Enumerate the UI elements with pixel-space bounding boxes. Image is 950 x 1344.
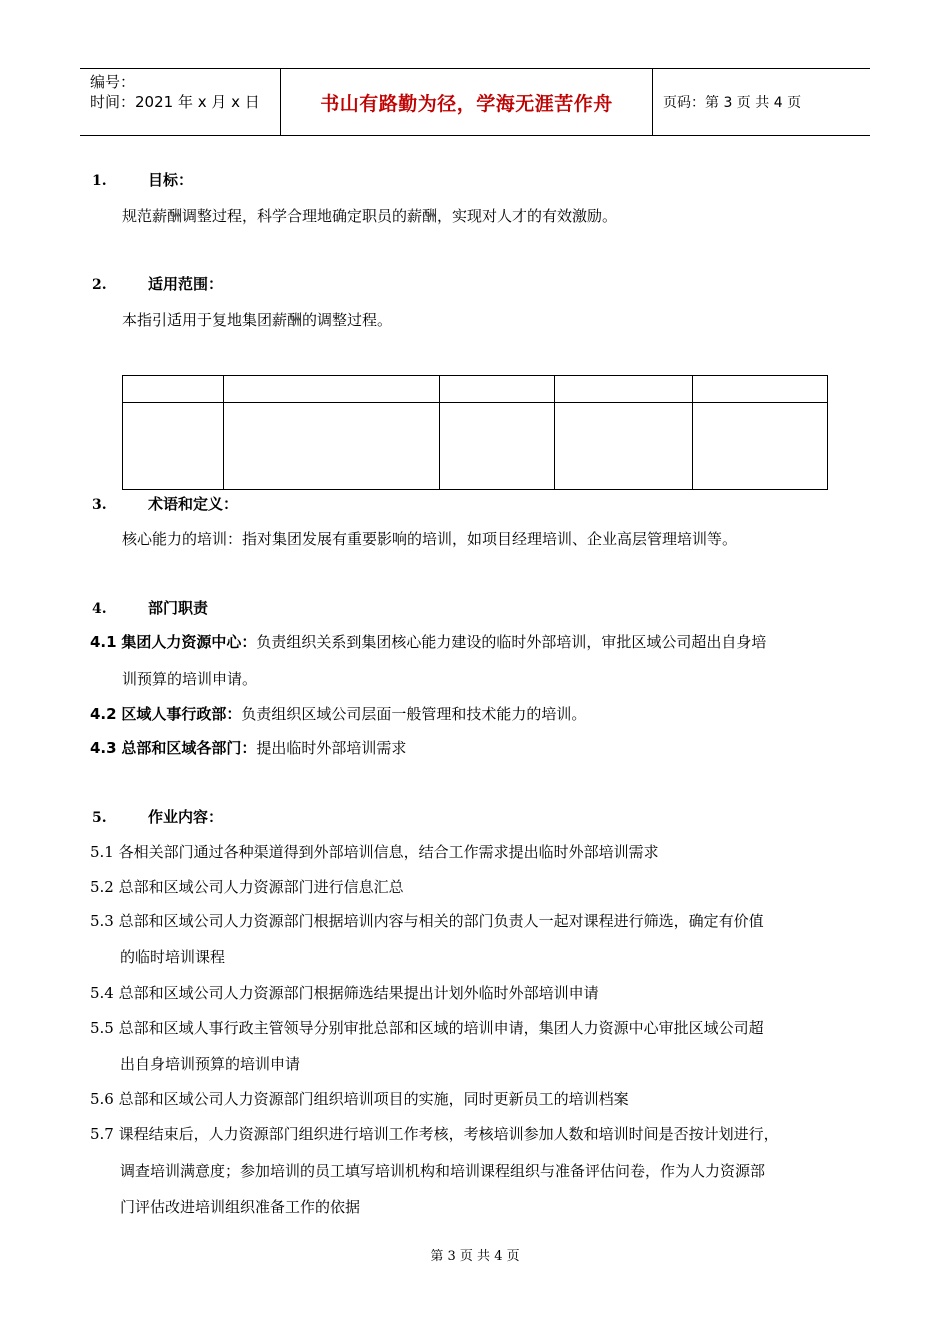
step-5-1: 5.1 各相关部门通过各种渠道得到外部培训信息，结合工作需求提出临时外部培训需求	[90, 843, 659, 861]
section-5-number: 5.	[92, 810, 107, 826]
item-4-3-number: 4.3	[90, 739, 117, 757]
step-5-5-cont: 出自身培训预算的培训申请	[120, 1055, 301, 1073]
table-cell	[555, 403, 693, 490]
item-4-1-label: 集团人力资源中心：	[121, 633, 257, 651]
section-1-text: 规范薪酬调整过程，科学合理地确定职员的薪酬，实现对人才的有效激励。	[122, 207, 618, 225]
section-2-number: 2.	[92, 277, 107, 293]
item-4-2-text: 负责组织区域公司层面一般管理和技术能力的培训。	[241, 705, 587, 723]
section-2-title: 适用范围：	[148, 275, 224, 293]
item-4-2-number: 4.2	[90, 705, 117, 723]
section-4-title: 部门职责	[148, 599, 209, 617]
table-cell	[440, 376, 555, 403]
page-footer: 第 3 页 共 4 页	[430, 1249, 520, 1264]
item-4-1-text: 负责组织关系到集团核心能力建设的临时外部培训，审批区域公司超出自身培	[256, 633, 767, 651]
header-motto: 书山有路勤为径，学海无涯苦作舟	[281, 69, 653, 135]
item-4-2-label: 区域人事行政部：	[121, 705, 242, 723]
step-5-4: 5.4 总部和区域公司人力资源部门根据筛选结果提出计划外临时外部培训申请	[90, 984, 599, 1002]
table-cell	[224, 376, 440, 403]
section-4-number: 4.	[92, 601, 107, 617]
table-cell	[693, 376, 828, 403]
date-label: 时间：2021 年 x 月 x 日	[90, 93, 260, 111]
section-3-text: 核心能力的培训：指对集团发展有重要影响的培训，如项目经理培训、企业高层管理培训等。	[122, 530, 738, 548]
table-cell	[123, 403, 224, 490]
empty-table	[122, 375, 828, 490]
header-page-info: 页码：第 3 页 共 4 页	[663, 95, 802, 111]
item-4-3-label: 总部和区域各部门：	[121, 739, 257, 757]
code-label: 编号：	[90, 73, 136, 91]
section-1-title: 目标：	[148, 171, 194, 189]
header-meta	[80, 69, 281, 135]
step-5-6: 5.6 总部和区域公司人力资源部门组织培训项目的实施，同时更新员工的培训档案	[90, 1090, 629, 1108]
item-4-3-text: 提出临时外部培训需求	[256, 739, 407, 757]
table-cell	[440, 403, 555, 490]
table-cell	[123, 376, 224, 403]
step-5-3-cont: 的临时培训课程	[120, 948, 226, 966]
step-5-7-cont-1: 调查培训满意度；参加培训的员工填写培训机构和培训课程组织与准备评估问卷，作为人力资源部	[120, 1162, 766, 1180]
table-cell	[693, 403, 828, 490]
step-5-5: 5.5 总部和区域人事行政主管领导分别审批总部和区域的培训申请，集团人力资源中心审批区域公司超	[90, 1019, 764, 1037]
section-5-title: 作业内容：	[148, 808, 224, 826]
step-5-2: 5.2 总部和区域公司人力资源部门进行信息汇总	[90, 878, 404, 896]
step-5-7-cont-2: 门评估改进培训组织准备工作的依据	[120, 1198, 361, 1216]
section-4-1	[90, 632, 766, 652]
item-4-1-text-cont: 训预算的培训申请。	[122, 670, 258, 688]
section-4-2	[90, 704, 586, 724]
step-5-3: 5.3 总部和区域公司人力资源部门根据培训内容与相关的部门负责人一起对课程进行筛选，确定有价值	[90, 912, 764, 930]
section-3-title: 术语和定义：	[148, 495, 239, 513]
section-1-number: 1.	[92, 173, 107, 189]
table-cell	[555, 376, 693, 403]
step-5-7: 5.7 课程结束后，人力资源部门组织进行培训工作考核，考核培训参加人数和培训时间是否按计划进行，	[90, 1125, 779, 1143]
document-header	[80, 68, 870, 136]
section-4-3	[90, 738, 406, 758]
section-3-number: 3.	[92, 497, 107, 513]
section-2-text: 本指引适用于复地集团薪酬的调整过程。	[122, 311, 393, 329]
item-4-1-number: 4.1	[90, 633, 117, 651]
table-cell	[224, 403, 440, 490]
